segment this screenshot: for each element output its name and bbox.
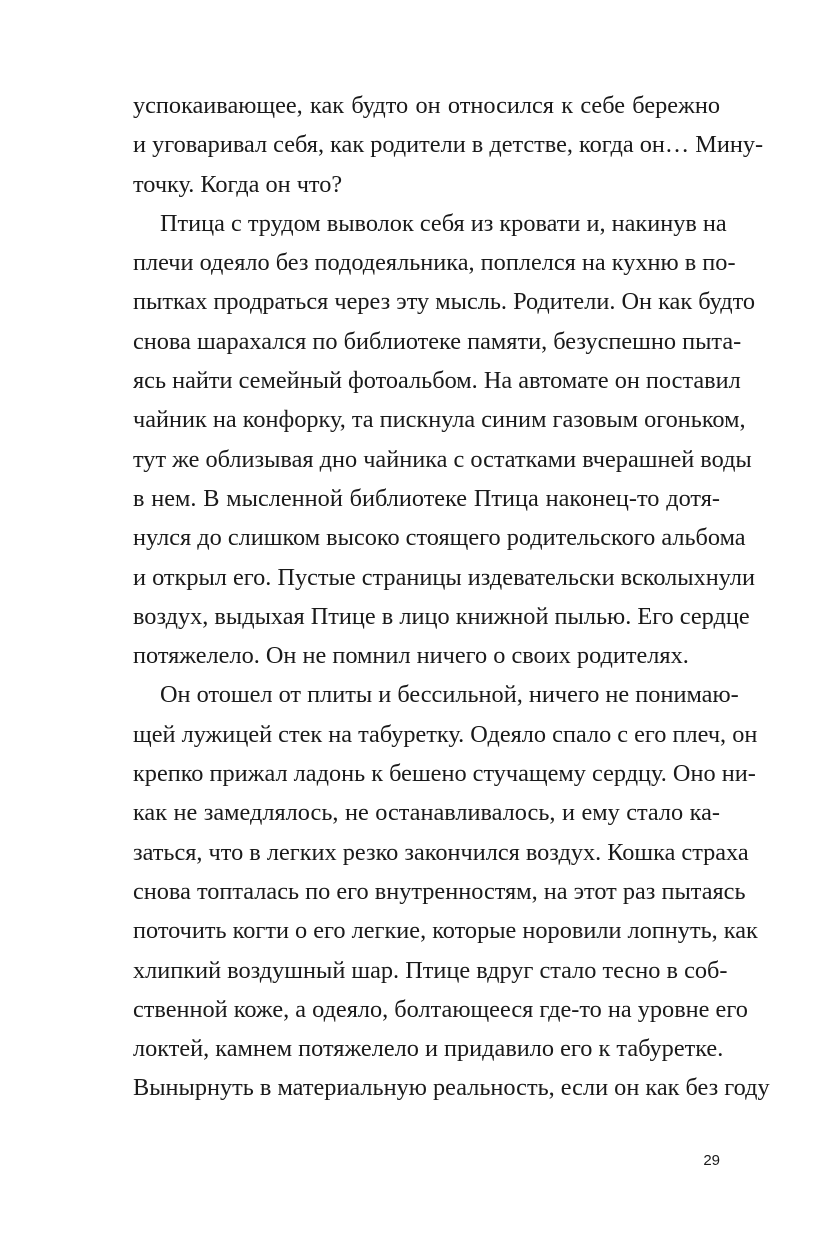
text-line: нулся до слишком высоко стоящего родительского альбома <box>133 524 746 552</box>
body-text <box>133 86 770 1108</box>
text-line: Он отошел от плиты и бессильной, ничего не понимаю- <box>160 681 739 709</box>
text-line: поточить когти о его легкие, которые норовили лопнуть, как <box>133 917 758 945</box>
text-line: снова шарахался по библиотеке памяти, безуспешно пыта- <box>133 327 742 355</box>
text-line: потяжелело. Он не помнил ничего о своих родителях. <box>133 642 689 670</box>
page-number: 29 <box>703 1152 720 1169</box>
text-line: плечи одеяло без пододеяльника, поплелся на кухню в по- <box>133 249 736 277</box>
text-line: как не замедлялось, не останавливалось, и ему стало ка- <box>133 799 720 827</box>
text-line: крепко прижал ладонь к бешено стучащему сердцу. Оно ни- <box>133 760 756 788</box>
text-line: пытках продраться через эту мысль. Родители. Он как будто <box>133 288 756 316</box>
text-line: заться, что в легких резко закончился воздух. Кошка страха <box>133 838 749 866</box>
text-line: воздух, выдыхая Птице в лицо книжной пылью. Его сердце <box>133 602 750 630</box>
text-line: Вынырнуть в материальную реальность, если он как без году <box>133 1074 770 1102</box>
text-line: локтей, камнем потяжелело и придавило его к табуретке. <box>133 1035 724 1063</box>
text-line: ственной коже, а одеяло, болтающееся где-то на уровне его <box>133 995 748 1023</box>
text-line: ясь найти семейный фотоальбом. На автомате он поставил <box>133 367 741 395</box>
text-line: Птица с трудом выволок себя из кровати и, накинув на <box>160 209 727 237</box>
text-line: тут же облизывая дно чайника с остатками вчерашней воды <box>133 445 752 473</box>
text-line: чайник на конфорку, та пискнула синим газовым огоньком, <box>133 406 746 434</box>
text-line: в нем. В мысленной библиотеке Птица наконец-то дотя- <box>133 484 720 512</box>
text-line: и уговаривал себя, как родители в детстве, когда он… Мину- <box>133 131 764 159</box>
text-line: успокаивающее, как будто он относился к себе бережно <box>133 92 720 119</box>
text-line: хлипкий воздушный шар. Птице вдруг стало тесно в соб- <box>133 956 728 984</box>
text-line: и открыл его. Пустые страницы издевательски всколыхнули <box>133 563 755 591</box>
text-line: снова топталась по его внутренностям, на этот раз пытаясь <box>133 877 746 905</box>
text-line: щей лужицей стек на табуретку. Одеяло спало с его плеч, он <box>133 720 758 748</box>
text-line: точку. Когда он что? <box>133 170 343 198</box>
